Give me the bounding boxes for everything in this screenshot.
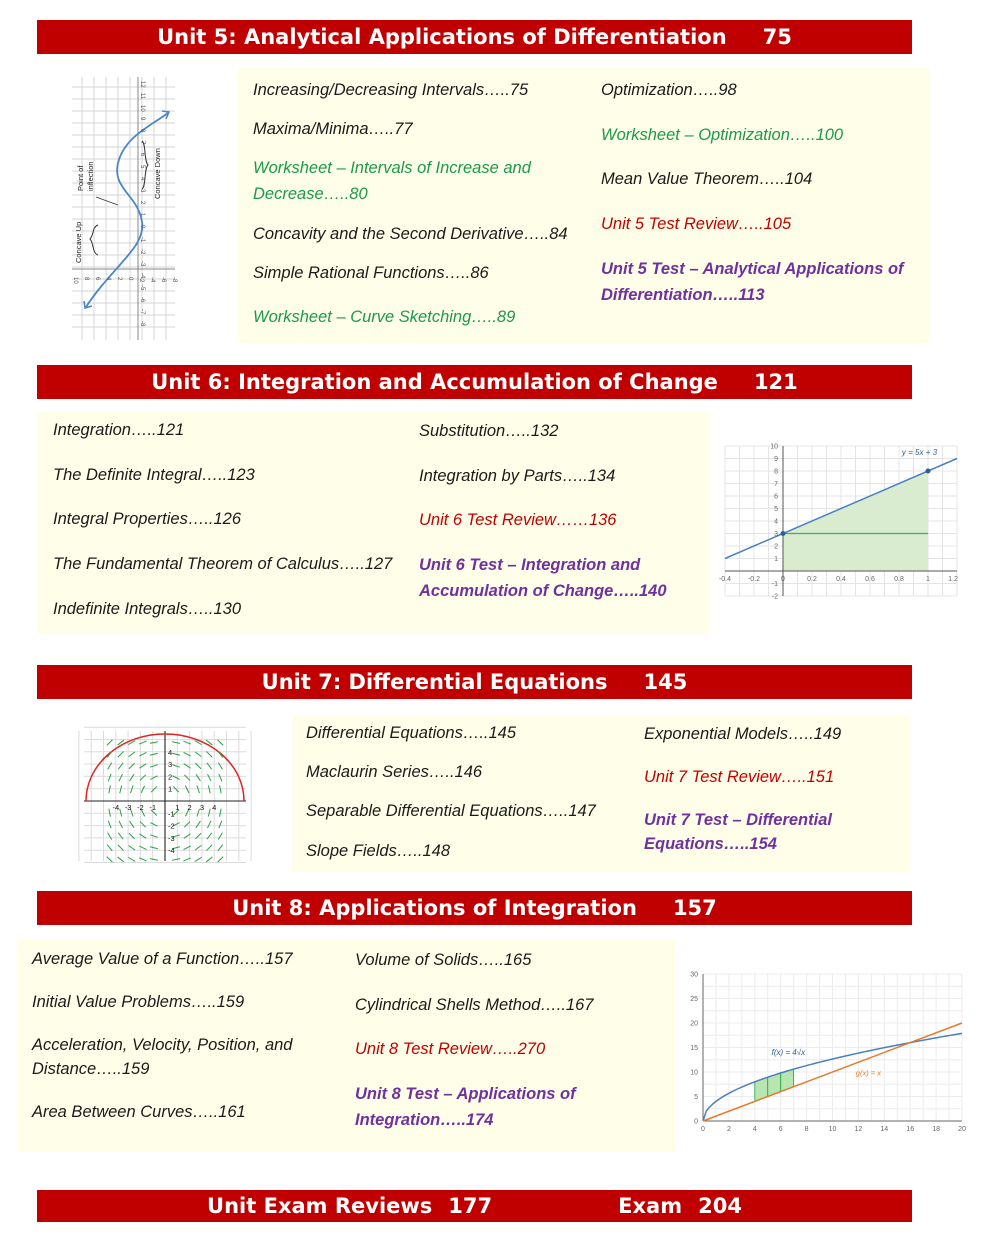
tick-label: -6 <box>160 277 166 283</box>
y-tick-label: 9 <box>774 456 778 463</box>
unit8-col2-box <box>345 940 675 1152</box>
slope-segment <box>172 859 180 861</box>
toc-entry[interactable]: Acceleration, Velocity, Position, and <box>32 1036 293 1054</box>
footer-reviews[interactable]: Unit Exam Reviews <box>207 1194 433 1218</box>
slope-segment <box>141 786 145 793</box>
slope-segment <box>196 821 200 828</box>
x-tick-label: 16 <box>906 1126 915 1133</box>
tick-label: -2 <box>139 249 145 255</box>
f-label: f(x) = 4√x <box>771 1047 806 1057</box>
unit6-chart-svg <box>720 440 965 600</box>
toc-entry-test[interactable]: Unit 5 Test – Analytical Applications of <box>601 260 904 278</box>
grid <box>72 77 175 340</box>
unit5-banner[interactable] <box>37 20 912 54</box>
y-tick-label: 15 <box>690 1045 698 1052</box>
unit7-banner[interactable] <box>37 665 912 699</box>
inflection-label: inflection <box>86 161 95 191</box>
unit6-title: Unit 6: Integration and Accumulation of Change <box>151 370 718 394</box>
slope-segment <box>172 753 180 755</box>
x-tick-label: 0 <box>781 576 785 583</box>
toc-entry[interactable]: Integration…..121 <box>53 421 185 439</box>
slope-segment <box>108 821 111 828</box>
toc-entry-worksheet[interactable]: Worksheet – Curve Sketching…..89 <box>253 308 516 326</box>
tick-label: 10 <box>72 277 78 284</box>
slope-segment <box>128 857 135 861</box>
slope-segment <box>129 845 135 850</box>
slope-segment <box>185 786 189 793</box>
toc-entry-worksheet[interactable]: Worksheet – Optimization…..100 <box>601 126 844 144</box>
y-tick-label: 25 <box>690 996 698 1003</box>
slope-segment <box>207 821 211 828</box>
x-tick-label: 0 <box>701 1126 705 1133</box>
toc-entry-test[interactable]: Equations…..154 <box>644 835 777 853</box>
unit6-chart <box>720 440 965 600</box>
slope-segment <box>120 785 122 793</box>
series-label: y = 5x + 3 <box>901 447 938 457</box>
unit5-col2-box <box>590 68 930 343</box>
slope-segment <box>130 821 134 828</box>
tick-label: 3 <box>139 189 145 193</box>
toc-entry[interactable]: Cylindrical Shells Method…..167 <box>355 996 594 1014</box>
toc-entry[interactable]: Integration by Parts…..134 <box>419 467 616 485</box>
slope-segment <box>109 785 111 793</box>
tick-label: -7 <box>139 309 145 315</box>
slope-segment <box>220 809 222 817</box>
slope-segment <box>195 752 201 757</box>
x-tick-label: 3 <box>199 803 204 812</box>
x-tick-label: 6 <box>778 1126 783 1133</box>
slope-segment <box>129 752 135 757</box>
y-tick-label: -2 <box>771 593 778 601</box>
y-tick-label: -3 <box>168 833 175 843</box>
slope-segment <box>151 786 157 792</box>
toc-entry[interactable]: Volume of Solids…..165 <box>355 951 532 969</box>
toc-entry-test[interactable]: Unit 8 Test – Applications of <box>355 1085 576 1103</box>
toc-entry[interactable]: Differential Equations…..145 <box>306 724 517 742</box>
toc-entry-review[interactable]: Unit 5 Test Review…..105 <box>601 215 792 233</box>
toc-entry-review[interactable]: Unit 8 Test Review…..270 <box>355 1040 546 1058</box>
tick-label: 10 <box>139 105 145 112</box>
slope-segment <box>118 857 124 862</box>
data-point <box>781 531 786 536</box>
toc-entry[interactable]: Initial Value Problems…..159 <box>32 993 245 1011</box>
tick-label: -4 <box>149 277 155 283</box>
tick-label: 8 <box>83 277 89 281</box>
x-tick-label: 0.2 <box>807 576 817 583</box>
unit8-title: Unit 8: Applications of Integration <box>232 896 637 920</box>
unit7-slope-field-svg <box>84 731 246 861</box>
unit8-chart <box>685 966 967 1138</box>
x-tick-label: 2 <box>187 803 192 812</box>
tick-label: -1 <box>139 237 145 243</box>
unit5-title: Unit 5: Analytical Applications of Differentiation <box>157 25 727 49</box>
slope-segment <box>218 763 222 770</box>
tick-label: -3 <box>139 261 145 267</box>
toc-entry[interactable]: Increasing/Decreasing Intervals…..75 <box>253 81 529 99</box>
x-tick-label: 4 <box>212 803 217 812</box>
y-tick-label: 8 <box>774 468 778 476</box>
y-tick-label: -2 <box>168 821 175 831</box>
slope-segment <box>119 821 123 828</box>
unit6-col2-box <box>409 412 709 634</box>
tick-label: 0 <box>127 277 133 281</box>
unit5-col1-box <box>238 68 590 343</box>
x-tick-label: 0.6 <box>865 576 875 583</box>
unit7-slope-field <box>84 731 246 861</box>
tick-label: 6 <box>139 153 145 157</box>
slope-segment <box>218 833 222 840</box>
x-tick-label: 14 <box>880 1126 889 1133</box>
toc-entry-test[interactable]: Accumulation of Change…..140 <box>419 582 667 600</box>
tick-label: 4 <box>105 277 111 281</box>
unit5-x-tick-labels <box>139 81 145 327</box>
slope-segment <box>208 785 210 793</box>
tick-label: 0 <box>139 225 145 229</box>
toc-entry[interactable]: Substitution…..132 <box>419 422 559 440</box>
slope-segment <box>119 774 123 781</box>
toc-entry-review[interactable]: Unit 7 Test Review…..151 <box>644 768 835 786</box>
slope-segment <box>130 774 134 781</box>
y-tick-label: -4 <box>168 846 175 856</box>
y-tick-label: 7 <box>774 481 778 488</box>
tick-label: 4 <box>139 177 145 181</box>
footer-reviews-page: 177 <box>448 1194 493 1218</box>
toc-entry-review[interactable]: Unit 6 Test Review……136 <box>419 511 617 529</box>
tick-label: 5 <box>139 165 145 169</box>
slope-segment <box>208 809 210 817</box>
toc-entry[interactable]: Mean Value Theorem…..104 <box>601 170 813 188</box>
slope-segment <box>219 821 222 828</box>
toc-entry-worksheet[interactable]: Worksheet – Intervals of Increase and <box>253 159 531 177</box>
unit6-banner[interactable] <box>37 365 912 399</box>
tick-label: 6 <box>94 277 100 281</box>
toc-entry[interactable]: Indefinite Integrals…..130 <box>53 600 242 618</box>
concave-up-label: Concave Up <box>74 221 83 263</box>
y-tick-label: 2 <box>774 543 778 551</box>
y-tick-label: -1 <box>771 581 778 588</box>
y-tick-label: 10 <box>770 443 778 451</box>
slope-segment <box>150 742 158 744</box>
footer-exam[interactable]: Exam <box>618 1194 683 1218</box>
unit7-col2-box <box>628 715 909 872</box>
slope-segment <box>173 786 179 792</box>
y-tick-label: -1 <box>168 809 175 819</box>
inflection-pointer <box>96 197 118 205</box>
x-tick-label: 2 <box>726 1126 731 1133</box>
toc-entry-test[interactable]: Differentiation…..113 <box>601 286 765 304</box>
slope-segment <box>218 857 224 863</box>
x-tick-label: -3 <box>124 803 132 812</box>
slope-segment <box>107 857 113 863</box>
unit8-page: 157 <box>672 896 717 920</box>
x-tick-label: -4 <box>112 803 120 812</box>
slope-segment <box>220 785 222 793</box>
slope-segment <box>131 786 134 794</box>
tick-label: -6 <box>139 297 145 303</box>
tick-label: 12 <box>139 81 145 88</box>
y-tick-label: 2 <box>168 772 173 782</box>
tick-label: 11 <box>139 93 145 100</box>
x-tick-label: 1 <box>926 576 930 583</box>
unit5-curve-figure <box>72 77 175 340</box>
x-tick-label: 1.2 <box>948 576 958 583</box>
toc-entry[interactable]: The Fundamental Theorem of Calculus…..127 <box>53 555 393 573</box>
x-tick-label: 10 <box>828 1126 837 1133</box>
x-tick-label: -1 <box>149 803 157 812</box>
concave-down-label: Concave Down <box>153 148 162 199</box>
slope-segment <box>107 740 113 746</box>
slope-segment <box>108 774 111 781</box>
toc-entry[interactable]: Average Value of a Function…..157 <box>32 950 293 968</box>
slope-segment <box>195 857 202 861</box>
toc-entry-test[interactable]: Integration…..174 <box>355 1111 494 1129</box>
tick-label: 9 <box>139 117 145 121</box>
x-tick-label: 0.4 <box>836 576 846 583</box>
y-tick-label: 20 <box>690 1020 698 1028</box>
tick-label: 2 <box>116 277 122 281</box>
toc-entry[interactable]: Optimization…..98 <box>601 81 737 99</box>
toc-entry[interactable]: Maxima/Minima…..77 <box>253 120 413 138</box>
unit6-col1-box <box>37 412 409 634</box>
toc-entry[interactable]: Maclaurin Series…..146 <box>306 763 483 781</box>
toc-entry[interactable]: Slope Fields…..148 <box>306 842 450 860</box>
toc-entry[interactable]: Exponential Models…..149 <box>644 725 842 743</box>
x-tick-label: 4 <box>752 1126 757 1133</box>
y-tick-label: 5 <box>694 1094 698 1101</box>
slope-segment <box>197 786 200 794</box>
slope-segment <box>150 835 158 838</box>
slope-segment <box>109 809 111 817</box>
point-of-label: Point of <box>76 165 85 191</box>
slope-segment <box>207 774 211 781</box>
slope-segment <box>108 763 112 770</box>
x-tick-label: 8 <box>804 1126 809 1133</box>
toc-entry-test[interactable]: Unit 7 Test – Differential <box>644 811 832 829</box>
slope-segment <box>150 859 158 861</box>
toc-entry[interactable]: Area Between Curves…..161 <box>32 1103 246 1121</box>
y-tick-label: 6 <box>774 493 778 501</box>
unit5-y-tick-labels <box>72 277 177 284</box>
slope-segment <box>196 774 200 781</box>
toc-entry[interactable]: The Definite Integral…..123 <box>53 466 255 484</box>
footer-exam-page: 204 <box>698 1194 742 1218</box>
toc-entry-test[interactable]: Unit 6 Test – Integration and <box>419 556 641 574</box>
unit6-page: 121 <box>753 370 798 394</box>
slope-segment <box>150 765 158 768</box>
g-label: g(x) = x <box>855 1068 882 1078</box>
y-tick-label: 3 <box>774 531 778 538</box>
x-tick-label: 12 <box>854 1126 863 1133</box>
y-tick-label: 5 <box>774 506 778 513</box>
x-tick-label: 1 <box>175 803 180 812</box>
toc-entry-worksheet[interactable]: Decrease…..80 <box>253 185 368 203</box>
y-tick-label: 30 <box>690 971 698 979</box>
toc-entry[interactable]: Concavity and the Second Derivative…..84 <box>253 225 568 243</box>
tick-label: -5 <box>139 285 145 291</box>
tick-label: -2 <box>138 277 144 283</box>
unit8-col1-box <box>18 940 345 1152</box>
y-tick-label: 1 <box>774 556 778 563</box>
toc-entry[interactable]: Simple Rational Functions…..86 <box>253 264 489 282</box>
slope-segment <box>218 740 224 746</box>
slope-segment <box>172 742 180 744</box>
tick-label: 7 <box>139 141 145 145</box>
x-tick-label: 18 <box>932 1126 940 1133</box>
x-tick-label: 20 <box>958 1126 966 1133</box>
tick-label: 8 <box>139 129 145 133</box>
x-tick-label: -0.4 <box>718 576 732 583</box>
y-tick-label: 0 <box>694 1118 698 1126</box>
y-tick-label: 1 <box>168 784 173 794</box>
slope-segment <box>150 847 158 849</box>
footer-banner[interactable] <box>37 1190 912 1222</box>
unit8-chart-svg <box>685 966 967 1138</box>
y-tick-label: 10 <box>690 1069 698 1077</box>
unit7-col1-box <box>292 715 628 872</box>
x-tick-label: -0.2 <box>747 576 761 583</box>
y-tick-label: 4 <box>168 747 173 757</box>
toc-entry[interactable]: Separable Differential Equations…..147 <box>306 802 596 820</box>
slope-segment <box>172 765 180 768</box>
slope-segment <box>120 809 122 817</box>
slope-segment <box>206 857 212 862</box>
unit5-page: 75 <box>762 25 792 49</box>
y-tick-label: 4 <box>774 518 778 526</box>
tick-label: -8 <box>171 277 177 283</box>
toc-entry[interactable]: Distance…..159 <box>32 1060 150 1078</box>
unit7-title: Unit 7: Differential Equations <box>261 670 608 694</box>
unit7-page: 145 <box>643 670 688 694</box>
tick-label: -4 <box>139 273 145 279</box>
slope-segment <box>108 833 112 840</box>
slope-segment <box>195 845 201 850</box>
toc-entry[interactable]: Integral Properties…..126 <box>53 510 242 528</box>
slope-segment <box>219 774 222 781</box>
slope-segment <box>150 753 158 755</box>
unit8-banner[interactable] <box>37 891 912 925</box>
x-tick-label: 0.8 <box>894 576 904 583</box>
y-tick-label: 3 <box>168 760 173 770</box>
tick-label: 2 <box>139 201 145 205</box>
x-tick-label: -2 <box>137 803 144 812</box>
unit5-curve-svg <box>72 77 175 340</box>
tick-label: 1 <box>139 213 145 217</box>
data-point <box>926 469 931 474</box>
tick-label: -8 <box>139 321 145 327</box>
